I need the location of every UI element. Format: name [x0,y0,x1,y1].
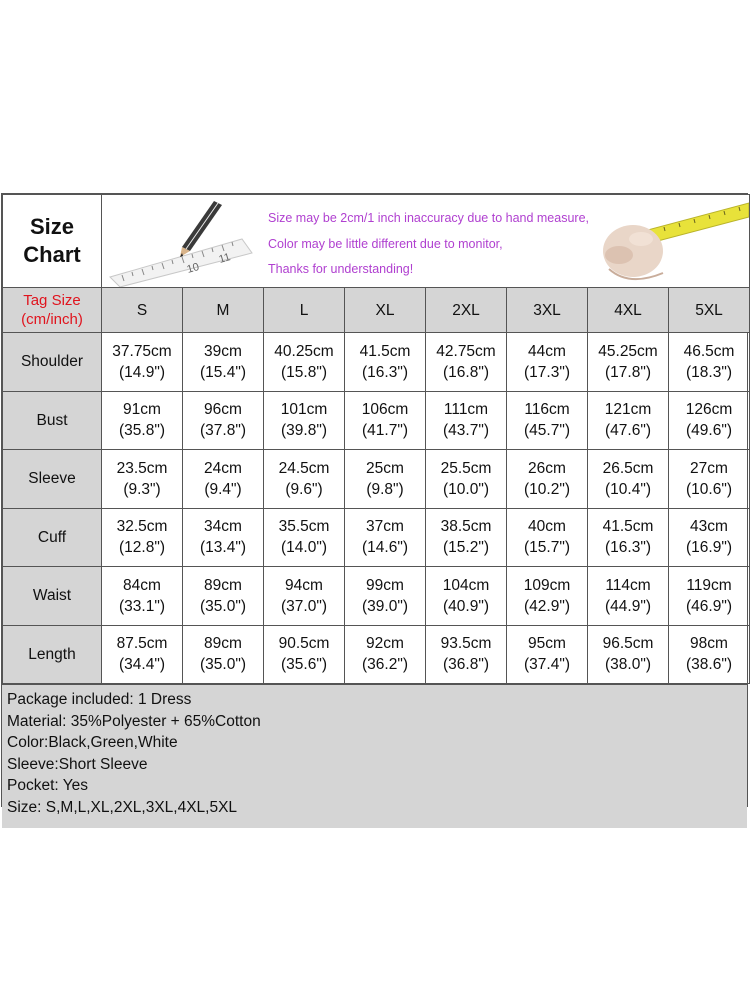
measurement-row-waist [3,567,750,626]
measure-inch: (36.8") [443,656,489,674]
title-row [3,195,750,288]
measure-cell [507,567,588,626]
measure-inch: (16.3") [362,363,408,381]
measure-cm: 24.5cm [278,459,330,477]
measure-cell [183,391,264,450]
note-thanks: Thanks for understanding! [268,262,414,276]
measure-cm: 40.25cm [274,342,334,360]
measure-cm: 38.5cm [440,518,492,536]
measure-inch: (15.4") [200,363,246,381]
measure-cell [102,450,183,509]
measure-cm: 114cm [605,576,651,594]
measure-cm: 26.5cm [602,459,654,477]
measure-cm: 35.5cm [278,518,330,536]
measure-cm: 111cm [443,401,489,419]
row-label-cuff: Cuff [3,508,102,567]
measure-cell [264,391,345,450]
size-header-2xl: 2XL [426,288,507,333]
measure-inch: (35.6") [281,656,327,674]
size-header-row [3,288,750,333]
detail-size: Size: S,M,L,XL,2XL,3XL,4XL,5XL [7,798,238,816]
measure-cm: 25.5cm [440,459,492,477]
pencil-ruler-illustration [102,195,272,287]
measure-cell [102,333,183,392]
measure-inch: (16.8") [443,363,489,381]
measure-cm: 84cm [123,576,161,594]
measure-inch: (10.2") [524,480,570,498]
measure-cell [426,450,507,509]
measure-cm: 93.5cm [440,635,492,653]
measurement-row-shoulder [3,333,750,392]
ruler-number-10: 10 [185,260,201,276]
measure-inch: (43.7") [443,422,489,440]
measure-cell [507,508,588,567]
measure-cell [669,625,750,684]
measure-inch: (12.8") [119,539,165,557]
measure-inch: (37.8") [200,422,246,440]
measurement-row-sleeve [3,450,750,509]
measure-cell [669,567,750,626]
measure-cm: 91cm [123,401,161,419]
measure-cm: 41.5cm [602,518,654,536]
measure-inch: (16.9") [686,539,732,557]
measure-inch: (18.3") [686,363,732,381]
measure-cell [345,508,426,567]
measure-cell [264,567,345,626]
measure-cell [507,450,588,509]
tag-size-label-text: Tag Size (cm/inch) [21,292,83,328]
measure-cell [264,508,345,567]
measure-cm: 121cm [604,401,652,419]
measure-inch: (37.0") [281,597,327,615]
measure-inch: (38.0") [605,656,651,674]
size-header-4xl: 4XL [588,288,669,333]
row-label-waist: Waist [3,567,102,626]
measure-inch: (42.9") [524,597,570,615]
measure-cm: 32.5cm [116,518,168,536]
measure-cm: 98cm [690,635,728,653]
measure-cell [426,508,507,567]
measurement-row-cuff [3,508,750,567]
measure-cm: 24cm [204,459,242,477]
measure-cell [345,333,426,392]
measure-cell [507,625,588,684]
size-header-s: S [102,288,183,333]
measure-cell [264,450,345,509]
product-details [2,684,747,828]
measure-cm: 119cm [686,576,732,594]
measure-cell [345,391,426,450]
measure-inch: (9.4") [204,480,242,498]
detail-color: Color:Black,Green,White [7,734,178,752]
size-chart-title-text: Size Chart [23,214,81,267]
measure-cm: 94cm [285,576,323,594]
size-header-l: L [264,288,345,333]
measurement-row-bust [3,391,750,450]
measure-cell [345,567,426,626]
measure-inch: (46.9") [686,597,732,615]
measure-inch: (33.1") [119,597,165,615]
measure-cell [507,391,588,450]
measure-cm: 89cm [204,635,242,653]
measure-cm: 99cm [366,576,404,594]
measure-inch: (15.7") [524,539,570,557]
measure-inch: (35.0") [200,656,246,674]
measure-cm: 95cm [528,635,566,653]
measure-cell [669,333,750,392]
measure-cm: 45.25cm [598,342,658,360]
measure-cell [183,333,264,392]
measure-cell [669,508,750,567]
measure-inch: (14.6") [362,539,408,557]
measure-cell [588,567,669,626]
measure-inch: (9.3") [123,480,161,498]
measure-cell [588,391,669,450]
measure-cm: 126cm [685,401,733,419]
measure-cell [588,625,669,684]
measure-cm: 92cm [366,635,404,653]
measure-cm: 39cm [204,342,242,360]
measure-inch: (40.9") [443,597,489,615]
measure-cell [183,567,264,626]
measure-inch: (34.4") [119,656,165,674]
measure-cell [102,391,183,450]
measurement-row-length [3,625,750,684]
measure-inch: (15.8") [281,363,327,381]
measure-cell [426,567,507,626]
measure-cell [588,333,669,392]
measure-cm: 89cm [204,576,242,594]
size-header-m: M [183,288,264,333]
measure-cell [588,508,669,567]
detail-package: Package included: 1 Dress [7,691,192,708]
measure-inch: (13.4") [200,539,246,557]
measure-cell [345,625,426,684]
measure-inch: (16.3") [605,539,651,557]
measure-cell [426,333,507,392]
size-table [2,194,750,684]
measure-inch: (17.3") [524,363,570,381]
measurement-rows [3,333,750,684]
measure-inch: (38.6") [686,656,732,674]
measure-cell [264,625,345,684]
measure-cm: 46.5cm [683,342,735,360]
measure-cm: 44cm [528,342,566,360]
measure-cm: 106cm [361,401,409,419]
measure-cm: 87.5cm [116,635,168,653]
size-header-5xl: 5XL [669,288,750,333]
measure-cell [102,625,183,684]
measure-cell [183,508,264,567]
measure-cm: 42.75cm [436,342,496,360]
measure-inch: (44.9") [605,597,651,615]
measure-inch: (9.6") [285,480,323,498]
measure-cell [183,450,264,509]
measure-inch: (35.8") [119,422,165,440]
measure-inch: (39.8") [281,422,327,440]
row-label-bust: Bust [3,391,102,450]
note-inaccuracy: Size may be 2cm/1 inch inaccuracy due to hand measure, [268,211,590,225]
measure-cm: 23.5cm [116,459,168,477]
measure-inch: (10.6") [686,480,732,498]
size-header-3xl: 3XL [507,288,588,333]
measure-cell [588,450,669,509]
measure-inch: (10.0") [443,480,489,498]
measure-cell [507,333,588,392]
measure-cm: 116cm [524,401,570,419]
measure-cm: 26cm [528,459,566,477]
measure-cm: 43cm [690,518,728,536]
measure-inch: (47.6") [605,422,651,440]
measure-cell [345,450,426,509]
measure-cell [669,391,750,450]
measure-cm: 27cm [690,459,728,477]
measure-inch: (9.8") [366,480,404,498]
detail-sleeve: Sleeve:Short Sleeve [7,755,148,773]
measure-cm: 96cm [204,401,242,419]
measure-cm: 41.5cm [359,342,411,360]
detail-material: Material: 35%Polyester + 65%Cotton [7,712,261,730]
measure-cm: 109cm [523,576,571,594]
ruler-number-11: 11 [217,251,232,266]
size-header-xl: XL [345,288,426,333]
measure-cell [426,625,507,684]
measure-inch: (15.2") [443,539,489,557]
measure-inch: (41.7") [362,422,408,440]
measure-cell [426,391,507,450]
row-label-shoulder: Shoulder [3,333,102,392]
measure-inch: (14.9") [119,363,165,381]
row-label-length: Length [3,625,102,684]
measure-inch: (17.8") [605,363,651,381]
hand-measuring-tape-illustration [589,195,749,287]
measure-cm: 90.5cm [278,635,330,653]
measure-cm: 104cm [442,576,490,594]
measure-cell [102,508,183,567]
measure-cm: 37cm [366,518,404,536]
measure-cm: 40cm [528,518,566,536]
measure-inch: (10.4") [605,480,651,498]
measure-cm: 37.75cm [112,342,172,360]
measure-inch: (45.7") [524,422,570,440]
note-color: Color may be little different due to monitor, [268,237,503,251]
size-chart-sheet [1,193,748,816]
notice-banner [102,195,750,288]
measure-inch: (36.2") [362,656,408,674]
measure-cm: 34cm [204,518,242,536]
measure-cell [183,625,264,684]
measure-inch: (35.0") [200,597,246,615]
measure-cell [669,450,750,509]
measure-cell [102,567,183,626]
size-chart-title [3,195,102,288]
measure-inch: (14.0") [281,539,327,557]
measure-cm: 25cm [366,459,404,477]
row-label-sleeve: Sleeve [3,450,102,509]
measure-inch: (49.6") [686,422,732,440]
measure-cm: 101cm [280,401,328,419]
detail-pocket: Pocket: Yes [7,777,89,795]
measure-inch: (39.0") [362,597,408,615]
measure-cell [264,333,345,392]
measure-cm: 96.5cm [602,635,654,653]
tag-size-label [3,288,102,333]
measure-inch: (37.4") [524,656,570,674]
